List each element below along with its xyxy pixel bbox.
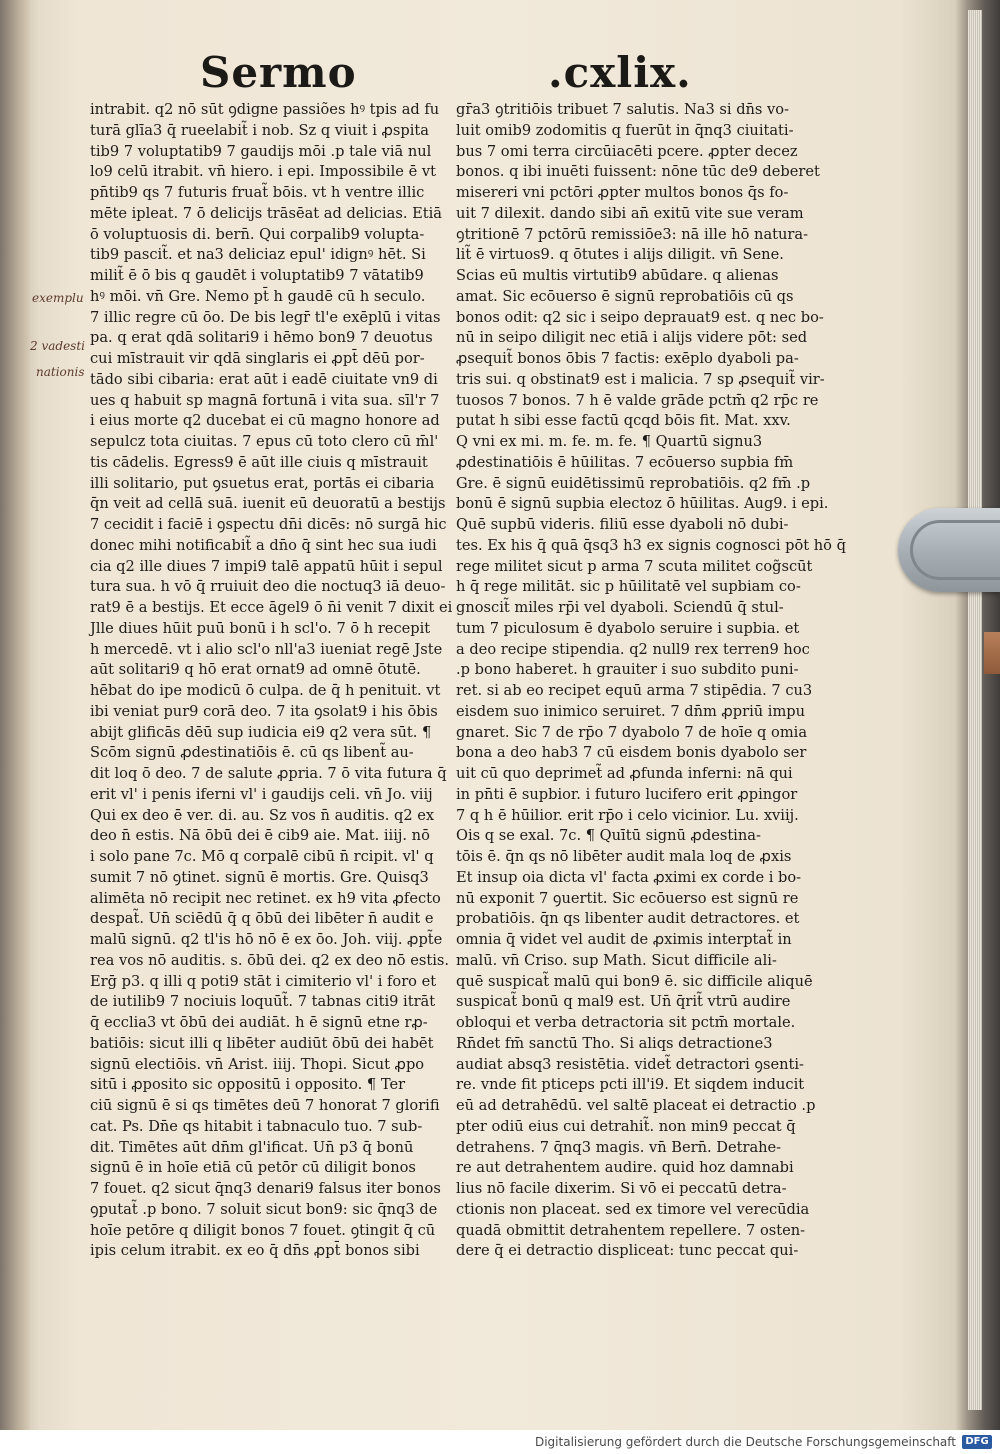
facing-page-edge [0, 0, 30, 1430]
text-line: misereri vni pctōri ꝓpter multos bonos q̄s fo- [456, 184, 789, 201]
text-line: tes. Ex his q̄ quā q̄sq3 h3 ex signis cognosci pōt hō q̄ [456, 536, 846, 554]
text-line: Qui ex deo ē ver. di. au. Sz vos n̄ auditis. q2 ex [90, 806, 435, 824]
text-line: tōis ē. q̄n qs nō libēter audit mala loq de ꝓxis [456, 848, 792, 865]
text-line: donec mihi notificabit̃ a dn̄o q̄ sint hec sua iudi [90, 536, 437, 554]
text-line: hoīe petōre q diligit bonos 7 fouet. ꝯtingit q̄ cū [90, 1221, 436, 1239]
text-line: ꝯputat̃ .p bono. 7 soluit sicut bon9: sic q̄nq3 de [90, 1200, 438, 1218]
text-line: i eius morte q2 ducebat ei cū magno honore ad [90, 412, 440, 430]
running-head-left: Sermo [200, 48, 357, 97]
bookmark-ribbon [984, 632, 1000, 674]
text-line: obloqui et verba detractoria sit pctm̄ mortale. [456, 1014, 796, 1031]
text-line: batiōis: sicut illi q libēter audiūt ōbū dei habēt [90, 1034, 434, 1052]
text-line: Scias eū multis virtutib9 abūdare. q alienas [456, 267, 779, 284]
text-line: tuosos 7 bonos. 7 h ē valde grāde pctm̄ q2 rp̄c re [456, 391, 819, 409]
text-line: tis cādelis. Egress9 ē aūt ille ciuis q mīstrauit [90, 453, 428, 471]
text-line: dit. Timētes aūt dn̄m gl'ificat. Un̄ p3 q̄ bonū [90, 1138, 414, 1156]
text-line: rege militet sicut p arma 7 scuta militet cog̃scūt [456, 557, 813, 575]
text-line: ō voluptuosis di. bern̄. Qui corpalib9 volupta- [90, 225, 425, 243]
text-line: 7 fouet. q2 sicut q̄nq3 denari9 falsus iter bonos [90, 1180, 441, 1197]
text-line: ꝓsequit̃ bonos ōbis 7 factis: exēplo dyaboli pa- [456, 350, 799, 367]
text-line: re. vnde fit pticeps pcti ill'i9. Et siqdem inducit [456, 1076, 805, 1094]
text-line: sepulcz tota ciuitas. 7 epus cū toto clero cū m̄l' [90, 433, 439, 450]
text-line: ues q habuit sp magnā fortunā i vita sua. sīl'r 7 [90, 391, 440, 409]
text-line: hēbat do ipe modicū ō culpa. de q̄ h penituit. vt [90, 682, 441, 699]
text-line: alimēta nō recipit nec retinet. ex h9 vita ꝓfecto [90, 889, 441, 907]
text-line: malū signū. q2 tl'is hō nō ē ex ōo. Joh. viij. ꝓpt̃e [90, 931, 443, 948]
text-line: tib9 pascit̃. et na3 deliciaz epul' idignꝰ hēt. Si [90, 246, 426, 264]
text-line: lo9 celū itrabit. vn̄ hiero. i epi. Impossibile ē vt [90, 163, 436, 181]
text-line: pa. q erat qdā solitari9 i hēmo bon9 7 deuotus [90, 329, 433, 347]
text-line: hꝰ mōi. vn̄ Gre. Nemo pt̄ h gaudē cū h seculo. [90, 287, 426, 305]
digitization-footer [0, 1430, 1000, 1454]
text-line: sitū i ꝓposito sic oppositū i opposito. ¶ Ter [90, 1076, 406, 1094]
text-line: nū exponit 7 ꝯuertit. Sic ecōuerso est signū re [456, 889, 799, 907]
text-line: mēte ipleat. 7 ō delicijs trāsēat ad delicias. Etiā [90, 204, 442, 222]
text-line: signū ē in hoīe etiā cū petōr cū diligit bonos [90, 1159, 416, 1177]
text-line: cat. Ps. Dn̄e qs hitabit i tabnaculo tuo. 7 sub- [90, 1117, 423, 1135]
text-line: uit cū quo deprimet̃ ad ꝓfunda inferni: nā qui [456, 765, 793, 782]
text-line: cui mīstrauit vir qdā singlaris ei ꝓpt̄ dēū por- [90, 350, 425, 367]
text-line: putat h sibi esse factū qcqd bōis fit. Mat. xxv. [456, 412, 791, 430]
text-line: gnaret. Sic 7 de rp̄o 7 dyabolo 7 de hoīe q omia [456, 723, 808, 741]
text-line: .p bono haberet. h grauiter i suo subdito puni- [456, 661, 799, 679]
text-line: ibi veniat pur9 corā deo. 7 ita ꝯsolat9 i his ōbis [90, 702, 438, 720]
text-line: 7 illic regre cū ōo. De bis legr̄ tl'e exēplū i vitas [90, 308, 441, 326]
text-line: eisdem suo inimico seruiret. 7 dn̄m ꝓpriū impu [456, 702, 806, 720]
funding-credit: Digitalisierung gefördert durch die Deutsche Forschungsgemeinschaft [534, 1435, 956, 1449]
text-line: ꝯtritionē 7 pctōrū remissiōe3: nā ille hō natura- [456, 225, 809, 243]
text-line: rat9 ē a bestijs. Et ecce āgel9 ō n̄i venit 7 dixit ei [90, 599, 453, 616]
text-line: q̄ ecclia3 vt ōbū dei audiāt. h ē signū etne rꝓ- [90, 1014, 428, 1031]
text-line: abijt glificās dēū sup iudicia ei9 q2 vera sūt. ¶ [90, 723, 432, 741]
page-clip-inner [910, 520, 1000, 580]
text-line: rea vos nō auditis. s. ōbū dei. q2 ex deo nō estis. [90, 951, 449, 969]
text-line: audiat absq3 resistētia. videt̃ detractori ꝯsenti- [456, 1055, 804, 1073]
text-line: in pn̄ti ē supbior. i futuro lucifero erit ꝓpingor [456, 785, 798, 803]
text-line: ret. si ab eo recipet equū arma 7 stipēdia. 7 cu3 [456, 682, 813, 699]
text-line: q̄n veit ad cellā suā. iuenit eū deuoratū a bestijs [90, 495, 446, 513]
text-line: luit omib9 zodomitis q fuerūt in q̄nq3 ciuitati- [456, 121, 794, 139]
text-line: gnoscit̃ miles rp̄i vel dyaboli. Sciendū q̄ stul- [456, 599, 784, 616]
text-line: bonos. q ibi inuēti fuissent: nōne tūc de9 deberet [456, 163, 820, 181]
text-line: uit 7 dilexit. dando sibi an̄ exitū vite sue veram [456, 204, 804, 222]
text-line: bonū ē signū supbia electoz ō hūilitas. Aug9. i epi. [456, 495, 829, 513]
text-line: bonos odit: q2 sic i seipo deprauat9 est. q nec bo- [456, 308, 824, 326]
text-line: h mercedē. vt i alio scl'o nll'a3 iueniat regē Jste [90, 640, 443, 658]
text-line: lius nō facile dixerim. Si vō ei peccatū detra- [456, 1180, 787, 1197]
text-line: bus 7 omi terra circūiacēti pcere. ꝓpter decez [456, 142, 798, 160]
text-line: ciū signū ē si qs timētes deū 7 honorat 7 glorifi [90, 1097, 440, 1114]
text-line: ꝓdestinatiōis ē hūilitas. 7 ecōuerso supbia fm̄ [456, 453, 794, 471]
text-line: Gre. ē signū euidētissimū reprobatiōis. q2 fm̄ .p [456, 474, 811, 492]
text-line: pter odiū eius cui detrahit̃. non min9 peccat q̄ [456, 1117, 796, 1135]
text-line: Rn̄det fm̄ sanctū Tho. Si aliqs detractione3 [456, 1034, 773, 1052]
dfg-logo: DFG [962, 1435, 992, 1449]
text-line: omnia q̄ videt vel audit de ꝓximis interptat̃ in [456, 931, 792, 948]
text-line: tum 7 piculosum ē dyabolo seruire i supbia. et [456, 619, 800, 637]
text-column-left [90, 100, 453, 1262]
text-line: gr̄a3 ꝯtritiōis tribuet 7 salutis. Na3 si dn̄s vo- [456, 101, 790, 118]
text-line: ctionis non placeat. sed ex timore vel verecūdia [456, 1200, 810, 1218]
text-column-right [456, 100, 846, 1262]
text-line: dere q̄ ei detractio displiceat: tunc peccat qui- [456, 1242, 799, 1260]
text-line: probatiōis. q̄n qs libenter audit detractores. et [456, 910, 800, 928]
text-line: suspicat̃ bonū q mal9 est. Un̄ q̄rit̃ vtrū audire [456, 993, 791, 1011]
text-line: tib9 7 voluptatib9 7 gaudijs mōi .p tale viā nul [90, 142, 432, 160]
text-line: intrabit. q2 nō sūt ꝯdigne passiões hꝰ tpis ad fu [90, 101, 440, 118]
text-line: aūt solitari9 q hō erat ornat9 ad omnē ōtutē. [90, 661, 421, 679]
text-line: sumit 7 nō ꝯtinet. signū ē mortis. Gre. Quisq3 [90, 868, 429, 886]
text-line: signū electiōis. vn̄ Arist. iiij. Thopi. Sicut ꝓpo [90, 1055, 425, 1073]
text-line: h q̄ rege militāt. sic p hūilitatē vel supbiam co- [456, 578, 801, 596]
text-line: cia q2 ille diues 7 impi9 talē appatū hūit i sepul [90, 557, 443, 575]
text-line: malū. vn̄ Criso. sup Math. Sicut difficile ali- [456, 951, 777, 969]
text-line: Et insup oia dicta vl' facta ꝓximi ex corde i bo- [456, 868, 802, 886]
margin-note: 2 vadesti [30, 339, 85, 353]
text-line: Erḡ p3. q illi q poti9 stāt i cimiterio vl' i foro et [90, 972, 437, 990]
text-line: ipis celum itrabit. ex eo q̄ dn̄s ꝓpt̄ bonos sibi [90, 1242, 420, 1260]
text-line: amat. Sic ecōuerso ē signū reprobatiōis cū qs [456, 287, 794, 305]
text-line: milit̃ ē ō bis q gaudēt i voluptatib9 7 vātatib9 [90, 267, 424, 284]
text-line: re aut detrahentem audire. quid hoz damnabi [456, 1159, 794, 1177]
text-line: a deo recipe stipendia. q2 null9 rex terren9 hoc [456, 640, 810, 658]
text-line: eū ad detrahēdū. vel saltē placeat ei detractio .p [456, 1097, 816, 1114]
text-line: Scōm signū ꝓdestinatiōis ē. cū qs libent̃ au- [90, 744, 414, 762]
text-line: quadā obmittit detrahentem repellere. 7 osten- [456, 1221, 806, 1239]
text-line: tādo sibi cibaria: erat aūt i eadē ciuitate vn9 di [90, 370, 438, 388]
text-line: deo n̄ estis. Nā ōbū dei ē cib9 aie. Mat. iiij. nō [90, 827, 430, 845]
margin-note: exemplu [32, 291, 84, 305]
text-line: de iutilib9 7 nociuis loquūt̃. 7 tabnas citi9 itrāt [90, 993, 436, 1011]
text-line: detrahens. 7 q̄nq3 magis. vn̄ Bern̄. Detrahe- [456, 1138, 782, 1156]
text-line: tura sua. h vō q̄ rruiuit deo die noctuq3 iā deuo- [90, 578, 446, 596]
text-line: turā glīa3 q̄ rueelabit̃ i nob. Sz q viuit i ꝓspita [90, 121, 429, 139]
text-line: Jlle diues hūit puū bonū i h scl'o. 7 ō h recepit [90, 619, 431, 637]
folio-number: .cxlix. [548, 48, 692, 97]
text-line: 7 cecidit i faciē i ꝯspectu dn̄i dicēs: nō surgā hic [90, 516, 447, 533]
text-line: i solo pane 7c. Mō q corpalē cibū n̄ rcipit. vl' q [90, 848, 434, 865]
text-line: Q vni ex mi. m. fe. m. fe. ¶ Quartū signu3 [456, 433, 763, 450]
text-line: pn̄tib9 qs 7 futuris fruat̃ bōis. vt h ventre illic [90, 184, 425, 201]
text-line: erit vl' i penis iferni vl' i gaudijs celi. vn̄ Jo. viij [90, 785, 433, 803]
text-line: dit loq ō deo. 7 de salute ꝓpria. 7 ō vita futura q̄ [90, 765, 447, 782]
text-line: Quē supbū videris. filiū esse dyaboli nō dubi- [456, 516, 789, 533]
text-line: lit̃ ē virtuos9. q ōtutes i alijs diligit. vn̄ Sene. [456, 246, 784, 264]
text-line: Ois q se exal. 7c. ¶ Quītū signū ꝓdestina- [456, 827, 761, 845]
text-line: bona a deo hab3 7 cū eisdem bonis dyabolo ser [456, 744, 807, 762]
margin-note: nationis [36, 365, 85, 379]
text-line: tris sui. q obstinat9 est i malicia. 7 sp ꝓsequit̃ vir- [456, 370, 825, 388]
text-line: quē suspicat̃ malū qui bon9 ē. sic difficile aliquē [456, 972, 813, 990]
text-line: despat̃. Un̄ sciēdū q̄ q ōbū dei libēter n̄ audit e [90, 910, 434, 928]
text-line: nū in seipo diligit nec etiā i alijs videre pōt: sed [456, 329, 808, 347]
book-page-edges [968, 10, 982, 1410]
text-line: 7 q h ē hūilior. erit rp̄o i celo vicinior. Lu. xviij. [456, 806, 799, 824]
text-line: illi solitario, put ꝯsuetus erat, portās ei cibaria [90, 474, 435, 492]
